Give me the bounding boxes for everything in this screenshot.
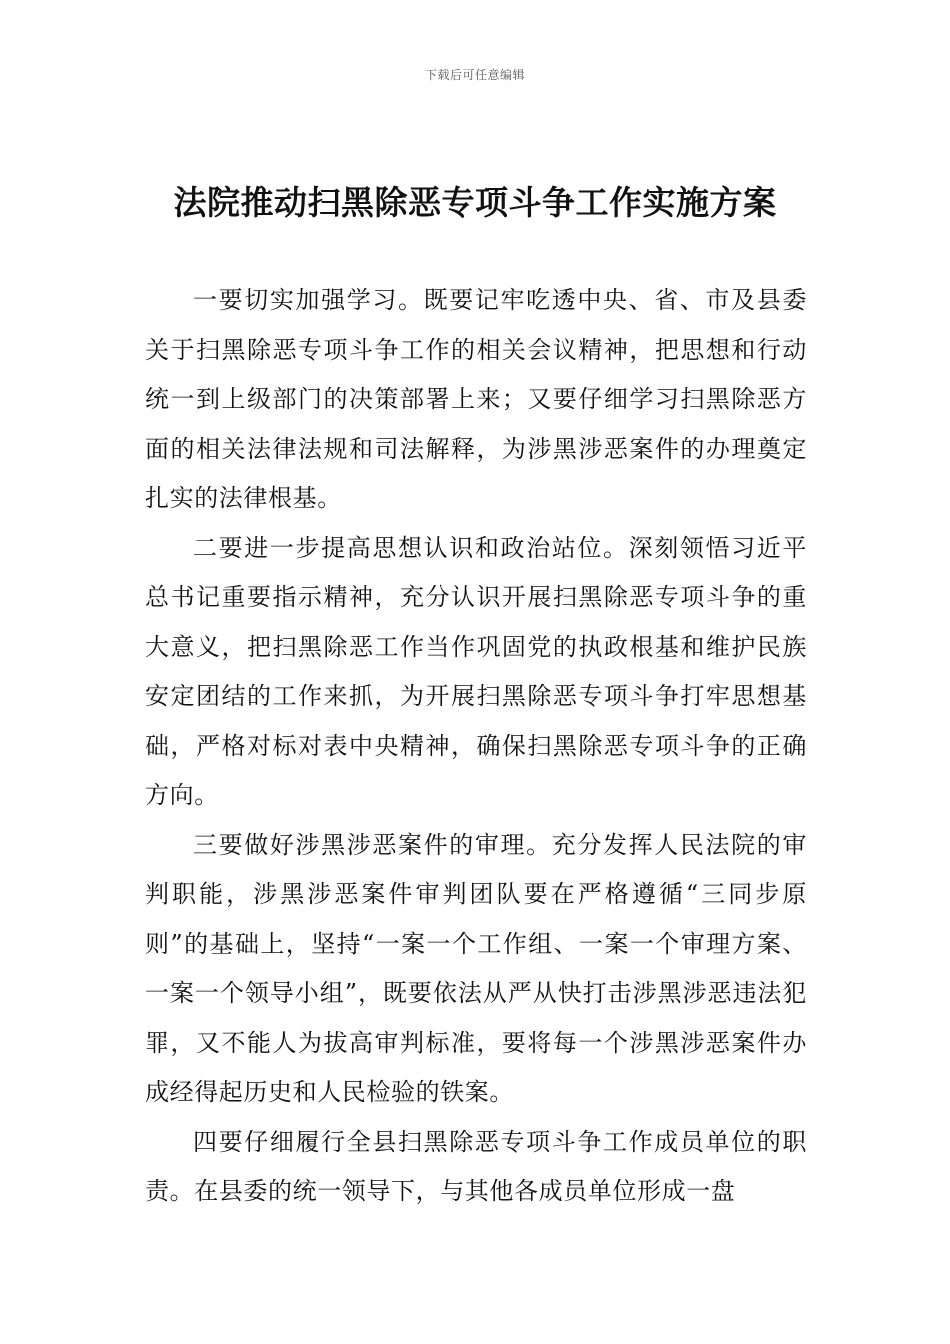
document-title: 法院推动扫黑除恶专项斗争工作实施方案	[173, 183, 777, 222]
paragraph-2: 二要进一步提高思想认识和政治站位。深刻领悟习近平总书记重要指示精神，充分认识开展扫黑除恶专项斗争的重大意义，把扫黑除恶工作当作巩固党的执政根基和维护民族安定团结的工作来抓，为开展扫黑除恶专项斗争打牢思想基础，严格对标对表中央精神，确保扫黑除恶专项斗争的正确方向。	[145, 533, 807, 809]
paragraph-3: 三要做好涉黑涉恶案件的审理。充分发挥人民法院的审判职能，涉黑涉恶案件审判团队要在严格遵循“三同步原则”的基础上，坚持“一案一个工作组、一案一个审理方案、一案一个领导小组”，既要依法从严从快打击涉黑涉恶违法犯罪，又不能人为拔高审判标准，要将每一个涉黑涉恶案件办成经得起历史和人民检验的铁案。	[145, 830, 807, 1106]
paragraph-4: 四要仔细履行全县扫黑除恶专项斗争工作成员单位的职责。在县委的统一领导下，与其他各成员单位形成一盘	[145, 1127, 807, 1205]
header-note: 下载后可任意编辑	[424, 68, 525, 82]
document-body	[145, 276, 807, 1217]
paragraph-1: 一要切实加强学习。既要记牢吃透中央、省、市及县委关于扫黑除恶专项斗争工作的相关会议精神，把思想和行动统一到上级部门的决策部署上来；又要仔细学习扫黑除恶方面的相关法律法规和司法解释，为涉黑涉恶案件的办理奠定扎实的法律根基。	[145, 286, 807, 512]
